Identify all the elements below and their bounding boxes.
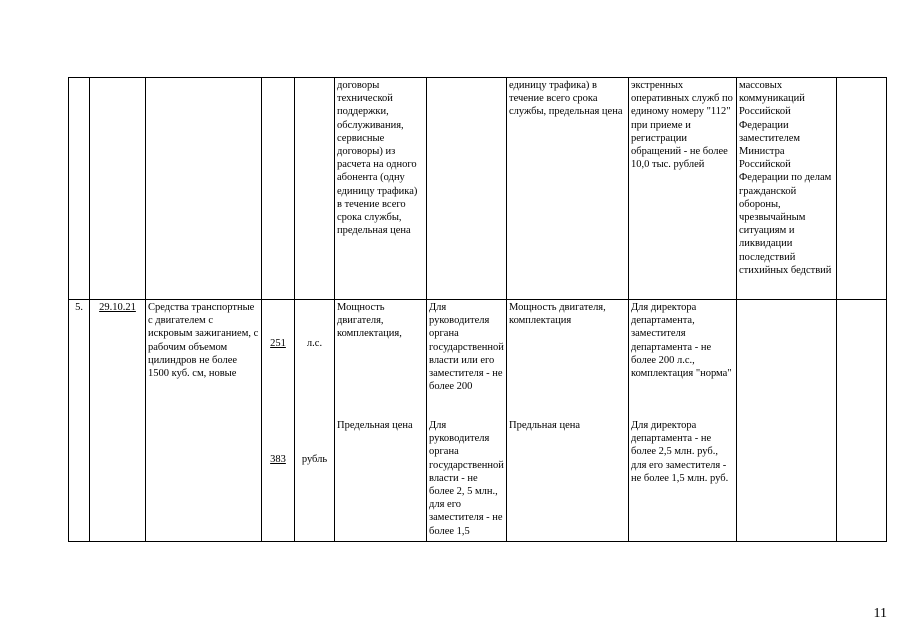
table-row-5	[69, 300, 887, 542]
characteristics	[335, 300, 427, 542]
positions	[427, 300, 507, 542]
characteristic-2-2: Предльная цена	[509, 420, 581, 431]
requirements-table	[68, 77, 887, 542]
unit-1: л.с.	[306, 338, 323, 349]
cell-unit	[295, 78, 335, 300]
cell-approval: массовых коммуникаций Российской Федерации заместителем Министра Российской Федерации по делам гражданской обороны, чрезвычайным ситуациям и ликвидации последствий стихийных бедствий	[737, 78, 837, 300]
cell-approval-5	[737, 300, 837, 542]
value-2: Для директора департамента - не более 2,5 млн. руб., для его заместителя - не более 1,5 млн. руб.	[631, 420, 729, 484]
characteristic-2: Предельная цена	[337, 420, 413, 431]
position-1: Для руководителя органа государственной власти или его заместителя - не более 200	[429, 302, 504, 393]
okei-code-1[interactable]: 251	[270, 338, 286, 349]
cell-characteristic-2: единицу трафика) в течение всего срока службы, предельная цена	[507, 78, 629, 300]
characteristic-1: Мощность двигателя, комплектация,	[337, 302, 402, 340]
okpd-code	[90, 300, 146, 542]
value-1: Для директора департамента, заместителя департамента - не более 200 л.с., комплектация "норма"	[631, 302, 732, 380]
cell-name	[146, 78, 262, 300]
cell-extra-5	[837, 300, 887, 542]
okei-codes	[262, 300, 295, 542]
cell-value: экстренных оперативных служб по единому номеру "112" при приеме и регистрации обращений - не более 10,0 тыс. рублей	[629, 78, 737, 300]
table-row-continuation	[69, 78, 887, 300]
okpd-code-link[interactable]: 29.10.21	[99, 302, 136, 313]
values	[629, 300, 737, 542]
unit-names	[295, 300, 335, 542]
position-2: Для руководителя органа государственной власти - не более 2, 5 млн., для его заместителя - не более 1,5	[429, 420, 504, 537]
cell-okei	[262, 78, 295, 300]
okei-code-2[interactable]: 383	[270, 454, 286, 466]
cell-characteristic: договоры технической поддержки, обслуживания, сервисные договоры) из расчета на одного абонента (одну единицу трафика) в течение всего срока службы, предельная цена	[335, 78, 427, 300]
cell-num	[69, 78, 90, 300]
cell-position	[427, 78, 507, 300]
page-number: 11	[873, 606, 887, 621]
unit-2: рубль	[301, 454, 328, 466]
cell-extra	[837, 78, 887, 300]
characteristics-2	[507, 300, 629, 542]
characteristic-2-1: Мощность двигателя, комплектация	[509, 302, 606, 327]
cell-code	[90, 78, 146, 300]
item-name: Средства транспортные с двигателем с искровым зажиганием, с рабочим объемом цилиндров не более 1500 куб. см, новые	[146, 300, 262, 542]
row-number: 5.	[69, 300, 90, 542]
